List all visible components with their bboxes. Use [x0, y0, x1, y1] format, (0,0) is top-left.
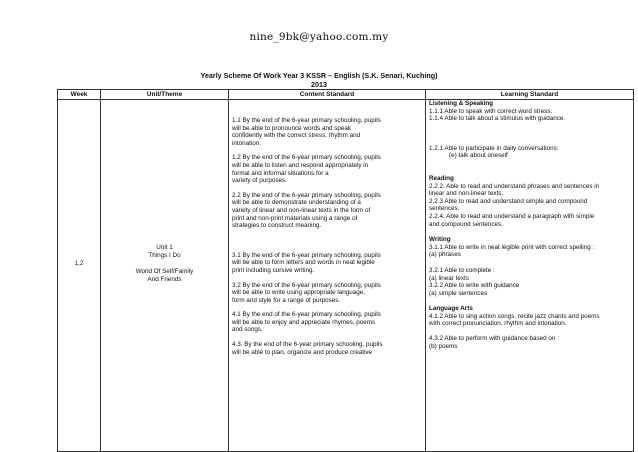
learning-line: and compound sentences. — [429, 220, 503, 228]
header-email: nine_9bk@yahoo.com.my — [249, 31, 389, 43]
content-line: strategies to construct meaning. — [232, 222, 322, 230]
unit-number: Unit 1 — [156, 244, 173, 251]
learning-line: (a) phrases — [429, 251, 461, 259]
content-line: 2.2 By the end of the 6-year primary schooling, pupils — [232, 191, 381, 199]
learning-line: 3.1.1 Able to write in neat legible print with correct spelling : — [429, 243, 595, 251]
content-line: form and style for a range of purposes. — [232, 296, 341, 304]
content-line: intonation. — [232, 139, 262, 147]
content-standard-1-2 — [232, 154, 423, 184]
content-line: 1.2 By the end of the 6-year primary schooling, pupils — [232, 154, 381, 162]
learning-line: 2.2.3 Able to read and understand simple and compound — [429, 197, 588, 205]
learning-line: (a) simple sentences — [429, 289, 488, 297]
content-line: formal and informal situations for a — [232, 169, 329, 177]
header-unit-theme: Unit/Theme — [101, 90, 229, 100]
table-header-row — [58, 90, 634, 100]
learning-line: with correct pronunciation, rhythm and intonation. — [429, 320, 567, 328]
language-arts-heading: Language Arts — [429, 305, 473, 313]
content-line: 4.3. By the end of the 6-year primary schooling, pupils — [232, 341, 383, 349]
learning-line: (b) poems — [429, 342, 458, 350]
week-value: 1,2 — [74, 260, 84, 267]
document-title-line: Yearly Scheme Of Work Year 3 KSSR – English (S.K. Senari, Kuching) — [200, 71, 438, 80]
content-line: 3.1 By the end of the 6-year primary schooling, pupils — [232, 251, 381, 259]
learning-line: 3.2.1 Able to complete : — [429, 266, 495, 274]
content-standard-3-1 — [232, 252, 423, 275]
learning-line: 1.2.1 Able to participate in daily conversations: — [429, 144, 559, 152]
content-line: variety of linear and non-linear texts in the form of — [232, 206, 371, 214]
content-line: print and non-print materials using a range of — [232, 214, 358, 222]
content-line: will be able to pronounce words and speak — [232, 124, 352, 132]
learning-line: (e) talk about oneself — [449, 152, 508, 160]
table-row — [58, 100, 634, 452]
writing-heading: Writing — [429, 236, 451, 244]
learning-line: sentences. — [429, 205, 460, 213]
content-line: print including cursive writing. — [232, 266, 315, 274]
learning-line: linear and non-linear texts. — [429, 190, 504, 198]
listening-speaking-heading: Listening & Speaking — [429, 100, 494, 107]
unit-cell — [101, 100, 229, 452]
learning-line: 2.2.4. Able to read and understand a paragraph with simple — [429, 212, 595, 220]
content-line: and songs. — [232, 326, 263, 334]
learning-line: 1.1.1 Able to speak with correct word stress. — [429, 107, 553, 115]
theme-line-1: World Of Self/Family — [135, 268, 194, 275]
scheme-table — [57, 89, 634, 452]
content-standard-4-3 — [232, 341, 423, 356]
header-week: Week — [58, 90, 101, 100]
header-content-standard: Content Standard — [229, 90, 426, 100]
content-standard-3-2 — [232, 282, 423, 305]
document-title — [0, 72, 638, 89]
header-learning-standard: Learning Standard — [426, 90, 634, 100]
content-standard-1-1 — [232, 117, 423, 147]
content-line: will be able to listen and respond appropriately in — [232, 161, 369, 169]
document-title-year: 2013 — [311, 79, 327, 89]
content-line: will be able to form letters and words in neat legible — [232, 259, 375, 267]
week-cell — [58, 100, 101, 452]
content-line: confidently with the correct stress, rhythm and — [232, 132, 361, 140]
unit-title: Things I Do — [148, 252, 181, 259]
content-line: will be able to enjoy and appreciate rhymes, poems — [232, 318, 376, 326]
content-line: variety of purposes. — [232, 177, 287, 185]
learning-line: 3.2.2 Able to write with guidance — [429, 282, 520, 290]
content-line: 1.1 By the end of the 6-year primary schooling, pupils — [232, 117, 381, 124]
content-line: will be able to demonstrate understanding of a — [232, 199, 361, 207]
content-standard-2-2 — [232, 192, 423, 230]
learning-line: 4.3.2 Able to perform with guidance based on : — [429, 335, 559, 343]
content-line: 4.1 By the end of the 6-year primary schooling, pupils — [232, 311, 381, 319]
learning-line: 4.1.2 Able to sing action songs, recite jazz chants and poems — [429, 312, 600, 320]
learning-line: 2.2.2. Able to read and understand phrases and sentences in — [429, 182, 600, 190]
content-line: 3.2 By the end of the 6-year primary schooling, pupils — [232, 281, 381, 289]
content-line: will be able to plan, organize and produce creative — [232, 348, 373, 356]
theme-line-2: And Friends — [147, 276, 182, 283]
content-standard-4-1 — [232, 311, 423, 334]
content-line: will be able to write using appropriate language, — [232, 289, 366, 297]
learning-line: 1.1.4 Able to talk about a stimulus with guidance. — [429, 115, 566, 123]
learning-line: (a) linear texts — [429, 274, 469, 282]
learning-standard-cell — [426, 100, 634, 452]
reading-heading: Reading — [429, 174, 454, 182]
content-standard-cell — [229, 100, 426, 452]
